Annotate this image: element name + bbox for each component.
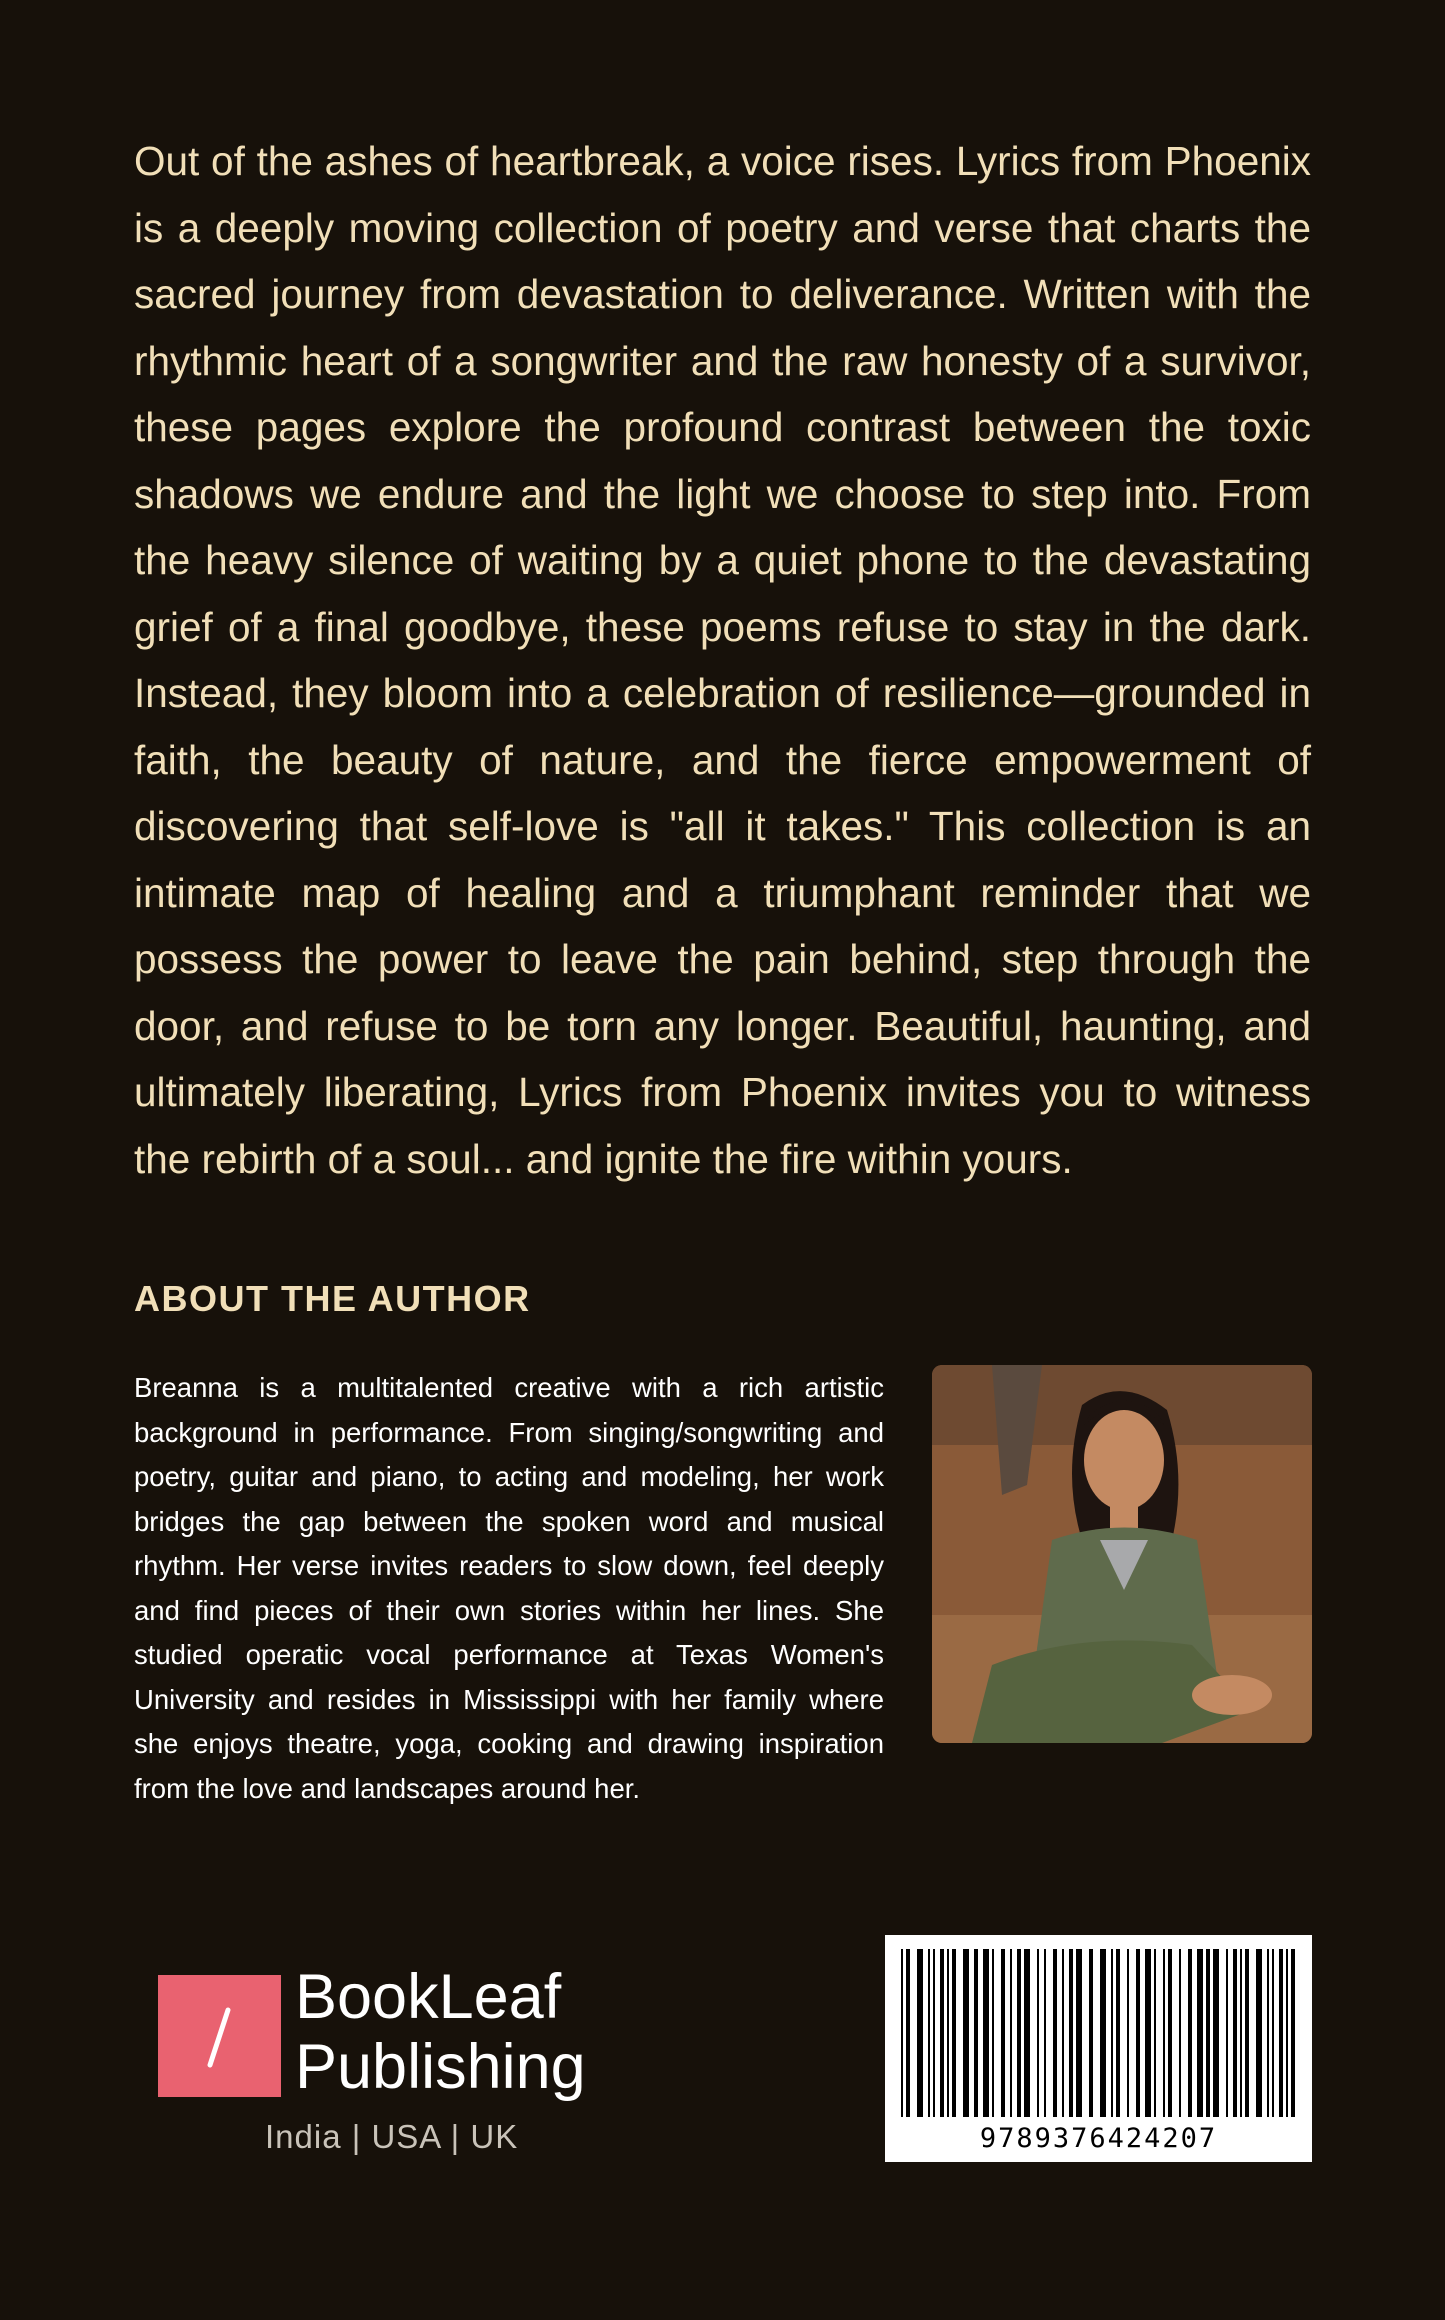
back-cover-blurb: Out of the ashes of heartbreak, a voice rises. Lyrics from Phoenix is a deeply moving collection of poetry and verse that charts the sacred journey from devastation to deliverance. Written with the rhythmic heart of a songwriter and the raw honesty of a survivor, these pages explore the profound contrast between the toxic shadows we endure and the light we choose to step into. From the heavy silence of waiting by a quiet phone to the devastating grief of a final goodbye, these poems refuse to stay in the dark. Instead, they bloom into a celebration of resilience—grounded in faith, the beauty of nature, and the fierce empowerment of discovering that self-love is "all it takes." This collection is an intimate map of healing and a triumphant reminder that we possess the power to leave the pain behind, step through the door, and refuse to be torn any longer. Beautiful, haunting, and ultimately liberating, Lyrics from Phoenix invites you to witness the rebirth of a soul... and ignite the fire within yours. bbox=[134, 138, 1311, 1182]
logo-line-1: BookLeaf bbox=[295, 1962, 562, 2032]
barcode-bars bbox=[885, 1935, 1312, 2120]
bookleaf-logo-mark bbox=[158, 1975, 281, 2097]
logo-line-2: Publishing bbox=[295, 2032, 586, 2102]
bookleaf-logo-text bbox=[295, 1962, 586, 2102]
about-author-heading: ABOUT THE AUTHOR bbox=[134, 1278, 531, 1319]
author-bio: Breanna is a multitalented creative with a rich artistic background in performance. From singing/songwriting and poetry, guitar and piano, to acting and modeling, her work bridges the gap between the spoken word and musical rhythm. Her verse invites readers to slow down, feel deeply and find pieces of their own stories within her lines. She studied operatic vocal performance at Texas Women's University and resides in Mississippi with her family where she enjoys theatre, yoga, cooking and drawing inspiration from the love and landscapes around her. bbox=[134, 1372, 884, 1804]
isbn-number: 9789376424207 bbox=[979, 2123, 1218, 2154]
isbn-barcode bbox=[885, 1935, 1312, 2162]
publisher-regions: India | USA | UK bbox=[265, 2118, 519, 2155]
author-photo bbox=[932, 1365, 1312, 1743]
